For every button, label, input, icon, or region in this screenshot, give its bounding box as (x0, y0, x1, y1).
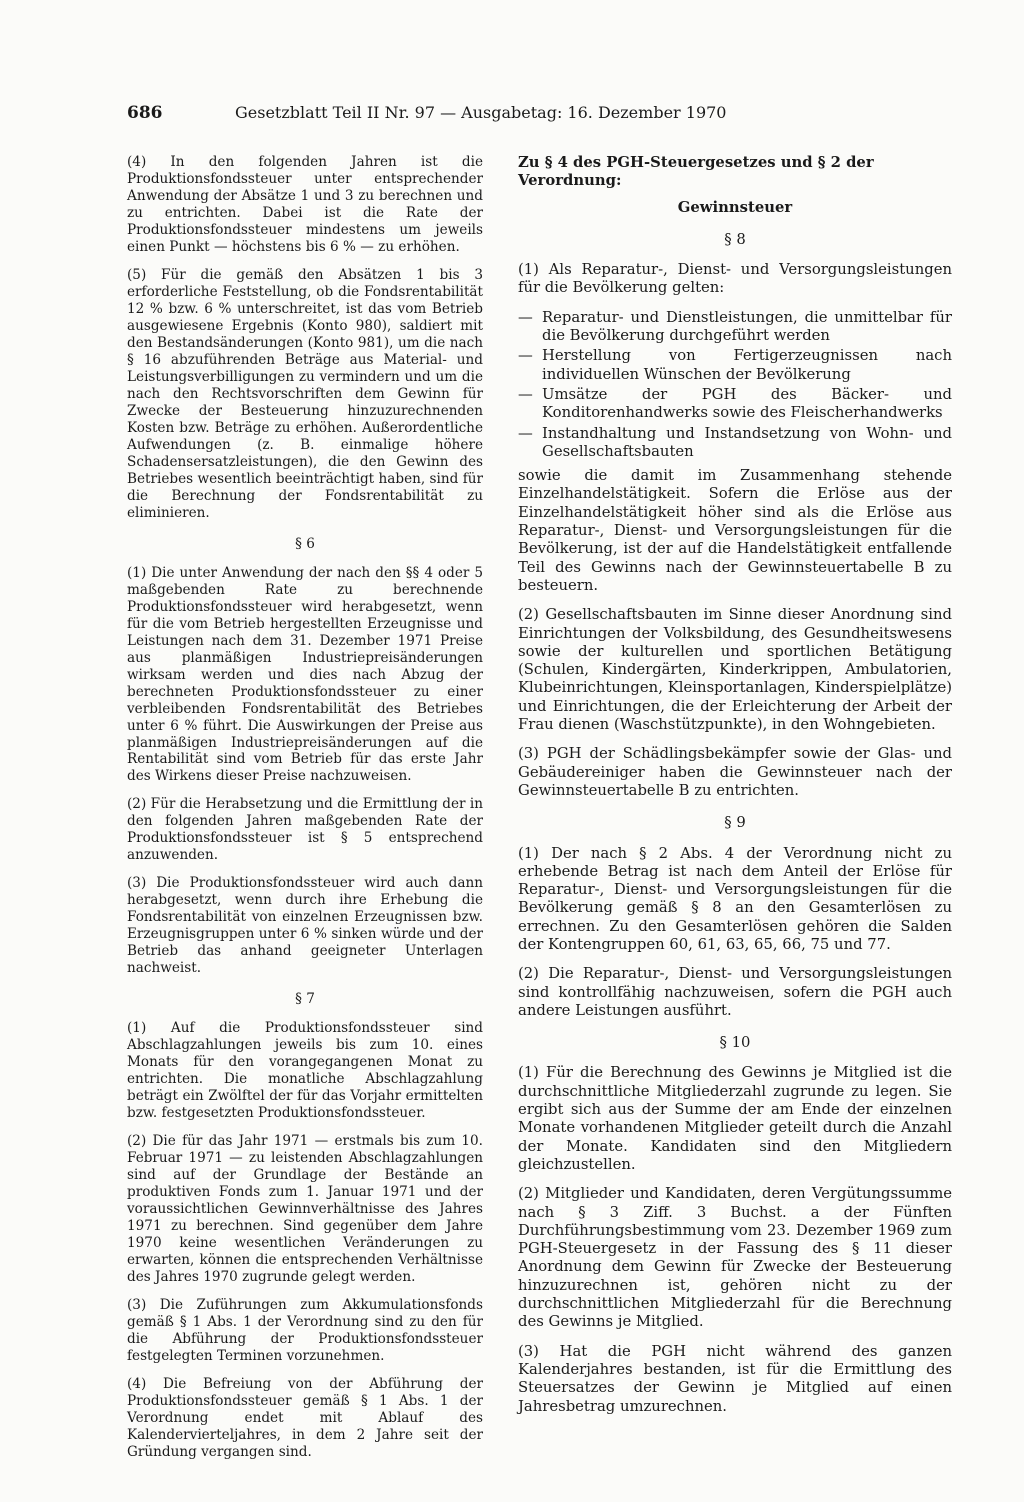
paragraph: (2) Für die Herabsetzung und die Ermittlung der in den folgenden Jahren maßgebenden Rate der Produktionsfondssteuer ist § 5 entsprechend anzuwenden. (127, 796, 483, 864)
list-item: — Instandhaltung und Instandsetzung von Wohn- und Gesellschaftsbauten (518, 424, 952, 460)
section-heading: § 6 (295, 535, 315, 552)
section-heading: § 7 (295, 991, 315, 1008)
paragraph: (3) Die Zuführungen zum Akkumulationsfonds gemäß § 1 Abs. 1 der Verordnung sind zu den für die Abführung der Produktionsfondssteuer festgelegten Terminen vorzunehmen. (127, 1297, 483, 1364)
paragraph: (3) PGH der Schädlingsbekämpfer sowie der Glas- und Gebäudereiniger haben die Gewinnsteuer nach der Gewinnsteuertabelle B zu entrichten. (518, 745, 952, 799)
paragraph: (1) Der nach § 2 Abs. 4 der Verordnung nicht zu erhebende Betrag ist nach dem Anteil der Erlöse für Reparatur-, Dienst- und Versorgungsleistungen für die Bevölkerung gemäß § 8 an den Gesamterlösen zu errechnen. Zu den Gesamterlösen gehören die Salden der Kontengruppen 60, 61, 63, 65, 66, 75 und 77. (518, 844, 952, 953)
section-heading: § 9 (724, 814, 746, 832)
paragraph: (2) Die Reparatur-, Dienst- und Versorgungsleistungen sind kontrollfähig nachzuweisen, sofern die PGH auch andere Leistungen ausführt. (518, 965, 952, 1019)
chapter-heading: Zu § 4 des PGH-Steuergesetzes und § 2 der Verordnung: (518, 154, 874, 190)
paragraph: sowie die damit im Zusammenhang stehende Einzelhandelstätigkeit. Sofern die Erlöse aus der Einzelhandelstätigkeit höher sind als die Erlöse aus Reparatur-, Dienst- und Versorgungsleistungen für die Bevölkerung, ist der auf die Handelstätigkeit entfallende Teil des Gewinns nach der Gewinnsteuertabelle B zu besteuern. (518, 467, 952, 594)
paragraph: (1) Als Reparatur-, Dienst- und Versorgungsleistungen für die Bevölkerung gelten: (518, 261, 952, 297)
page-number: 686 (127, 103, 163, 123)
dash-list (518, 309, 952, 461)
list-item: — Reparatur- und Dienstleistungen, die unmittelbar für die Bevölkerung durchgeführt werden (518, 308, 952, 345)
paragraph: (2) Gesellschaftsbauten im Sinne dieser Anordnung sind Einrichtungen der Volksbildung, des Gesundheitswesens sowie der kulturellen und sportlichen Betätigung (Schulen, Kindergärten, Kinderkrippen, Ambulatorien, Klubeinrichtungen, Kleinsportanlagen, Kinderspielplätze) und Einrichtungen, die der Erleichterung der Arbeit der Frau dienen (Waschstützpunkte), in den Wohngebieten. (518, 606, 952, 734)
list-item: — Umsätze der PGH des Bäcker- und Konditorenhandwerks sowie des Fleischerhandwerks (518, 385, 952, 422)
paragraph: (1) Auf die Produktionsfondssteuer sind Abschlagzahlungen jeweils bis zum 10. eines Monats für den vorangegangenen Monat zu entrichten. Die monatliche Abschlagzahlung beträgt ein Zwölftel der für das Vorjahr ermittelten bzw. festgesetzten Produktionsfondssteuer. (127, 1020, 483, 1122)
paragraph: (4) Die Befreiung von der Abführung der Produktionsfondssteuer gemäß § 1 Abs. 1 der Verordnung endet mit Ablauf des Kalendervierteljahres, in dem 2 Jahre seit der Gründung vergangen sind. (127, 1375, 483, 1460)
paragraph: (1) Die unter Anwendung der nach den §§ 4 oder 5 maßgebenden Rate zu berechnende Produktionsfondssteuer wird herabgesetzt, wenn für die vom Betrieb hergestellten Erzeugnisse und Leistungen nach dem 31. Dezember 1971 Preise aus planmäßigen Industriepreisänderungen wirksam werden und dies nach Abzug der berechneten Produktionsfondssteuer zu einer verbleibenden Fondsrentabilität des Betriebes unter 6 % führt. Die Auswirkungen der Preise aus planmäßigen Industriepreisänderungen auf die Rentabilität sind vom Betrieb für das erste Jahr des Wirkens dieser Preise nachzuweisen. (127, 564, 483, 785)
paragraph: (2) Mitglieder und Kandidaten, deren Vergütungssumme nach § 3 Ziff. 3 Buchst. a der Fünften Durchführungsbestimmung vom 23. Dezember 1969 zum PGH-Steuergesetz in der Fassung des § 11 dieser Anordnung dem Gewinn für Zwecke der Besteuerung hinzuzurechnen ist, gehören nicht zu der durchschnittlichen Mitgliederzahl für die Berechnung des Gewinns je Mitglied. (518, 1185, 952, 1331)
paragraph: (2) Die für das Jahr 1971 — erstmals bis zum 10. Februar 1971 — zu leistenden Abschlagzahlungen sind auf der Grundlage der Bestände an produktiven Fonds zum 1. Januar 1971 und der voraussichtlichen Gewinnverhältnisse des Jahres 1971 zu berechnen. Sind gegenüber dem Jahre 1970 keine wesentlichen Veränderungen zu erwarten, können die entsprechenden Verhältnisse des Jahres 1970 zugrunde gelegt werden. (127, 1133, 483, 1286)
paragraph: (4) In den folgenden Jahren ist die Produktionsfondssteuer unter entsprechender Anwendung der Absätze 1 und 3 zu berechnen und zu entrichten. Dabei ist die Rate der Produktionsfondssteuer mindestens um jeweils einen Punkt — höchstens bis 6 % — zu erhöhen. (127, 154, 483, 255)
header-title: Gesetzblatt Teil II Nr. 97 — Ausgabetag: 16. Dezember 1970 (235, 103, 727, 122)
right-column (518, 154, 952, 1427)
paragraph: (3) Die Produktionsfondssteuer wird auch dann herabgesetzt, wenn durch ihre Erhebung die Fondsrentabilität von einzelnen Erzeugnissen bzw. Erzeugnisgruppen unter 6 % sinken würde und der Betrieb das anhand geeigneter Unterlagen nachweist. (127, 875, 483, 977)
paragraph: (5) Für die gemäß den Absätzen 1 bis 3 erforderliche Feststellung, ob die Fondsrentabilität 12 % bzw. 6 % unterschreitet, ist das vom Betrieb ausgewiesene Ergebnis (Konto 980), saldiert mit den Bestandsänderungen (Konto 981), um die nach § 16 abzuführenden Beträge aus Material- und Leistungsverbilligungen zu vermindern und um die nach den Rechtsvorschriften dem Gewinn für Zwecke der Besteuerung hinzuzurechnenden Kosten bzw. Beträge zu erhöhen. Außerordentliche Aufwendungen (z. B. einmalige höhere Schadensersatzleistungen), die den Gewinn des Betriebes wesentlich beeinträchtigt haben, sind für die Berechnung der Fondsrentabilität zu eliminieren. (127, 266, 483, 521)
paragraph: (1) Für die Berechnung des Gewinns je Mitglied ist die durchschnittliche Mitgliederzahl zugrunde zu legen. Sie ergibt sich aus der Summe der am Ende der einzelnen Monate vorhandenen Mitglieder geteilt durch die Anzahl der Monate. Kandidaten sind den Mitgliedern gleichzustellen. (518, 1064, 952, 1173)
subheading: Gewinnsteuer (677, 198, 793, 216)
left-column (127, 154, 483, 1472)
page-header (127, 103, 897, 125)
section-heading: § 8 (724, 230, 746, 248)
section-heading: § 10 (719, 1034, 751, 1052)
paragraph: (3) Hat die PGH nicht während des ganzen Kalenderjahres bestanden, ist für die Ermittlung des Steuersatzes der Gewinn je Mitglied auf einen Jahresbetrag umzurechnen. (518, 1342, 952, 1415)
list-item: — Herstellung von Fertigerzeugnissen nach individuellen Wünschen der Bevölkerung (518, 347, 952, 383)
